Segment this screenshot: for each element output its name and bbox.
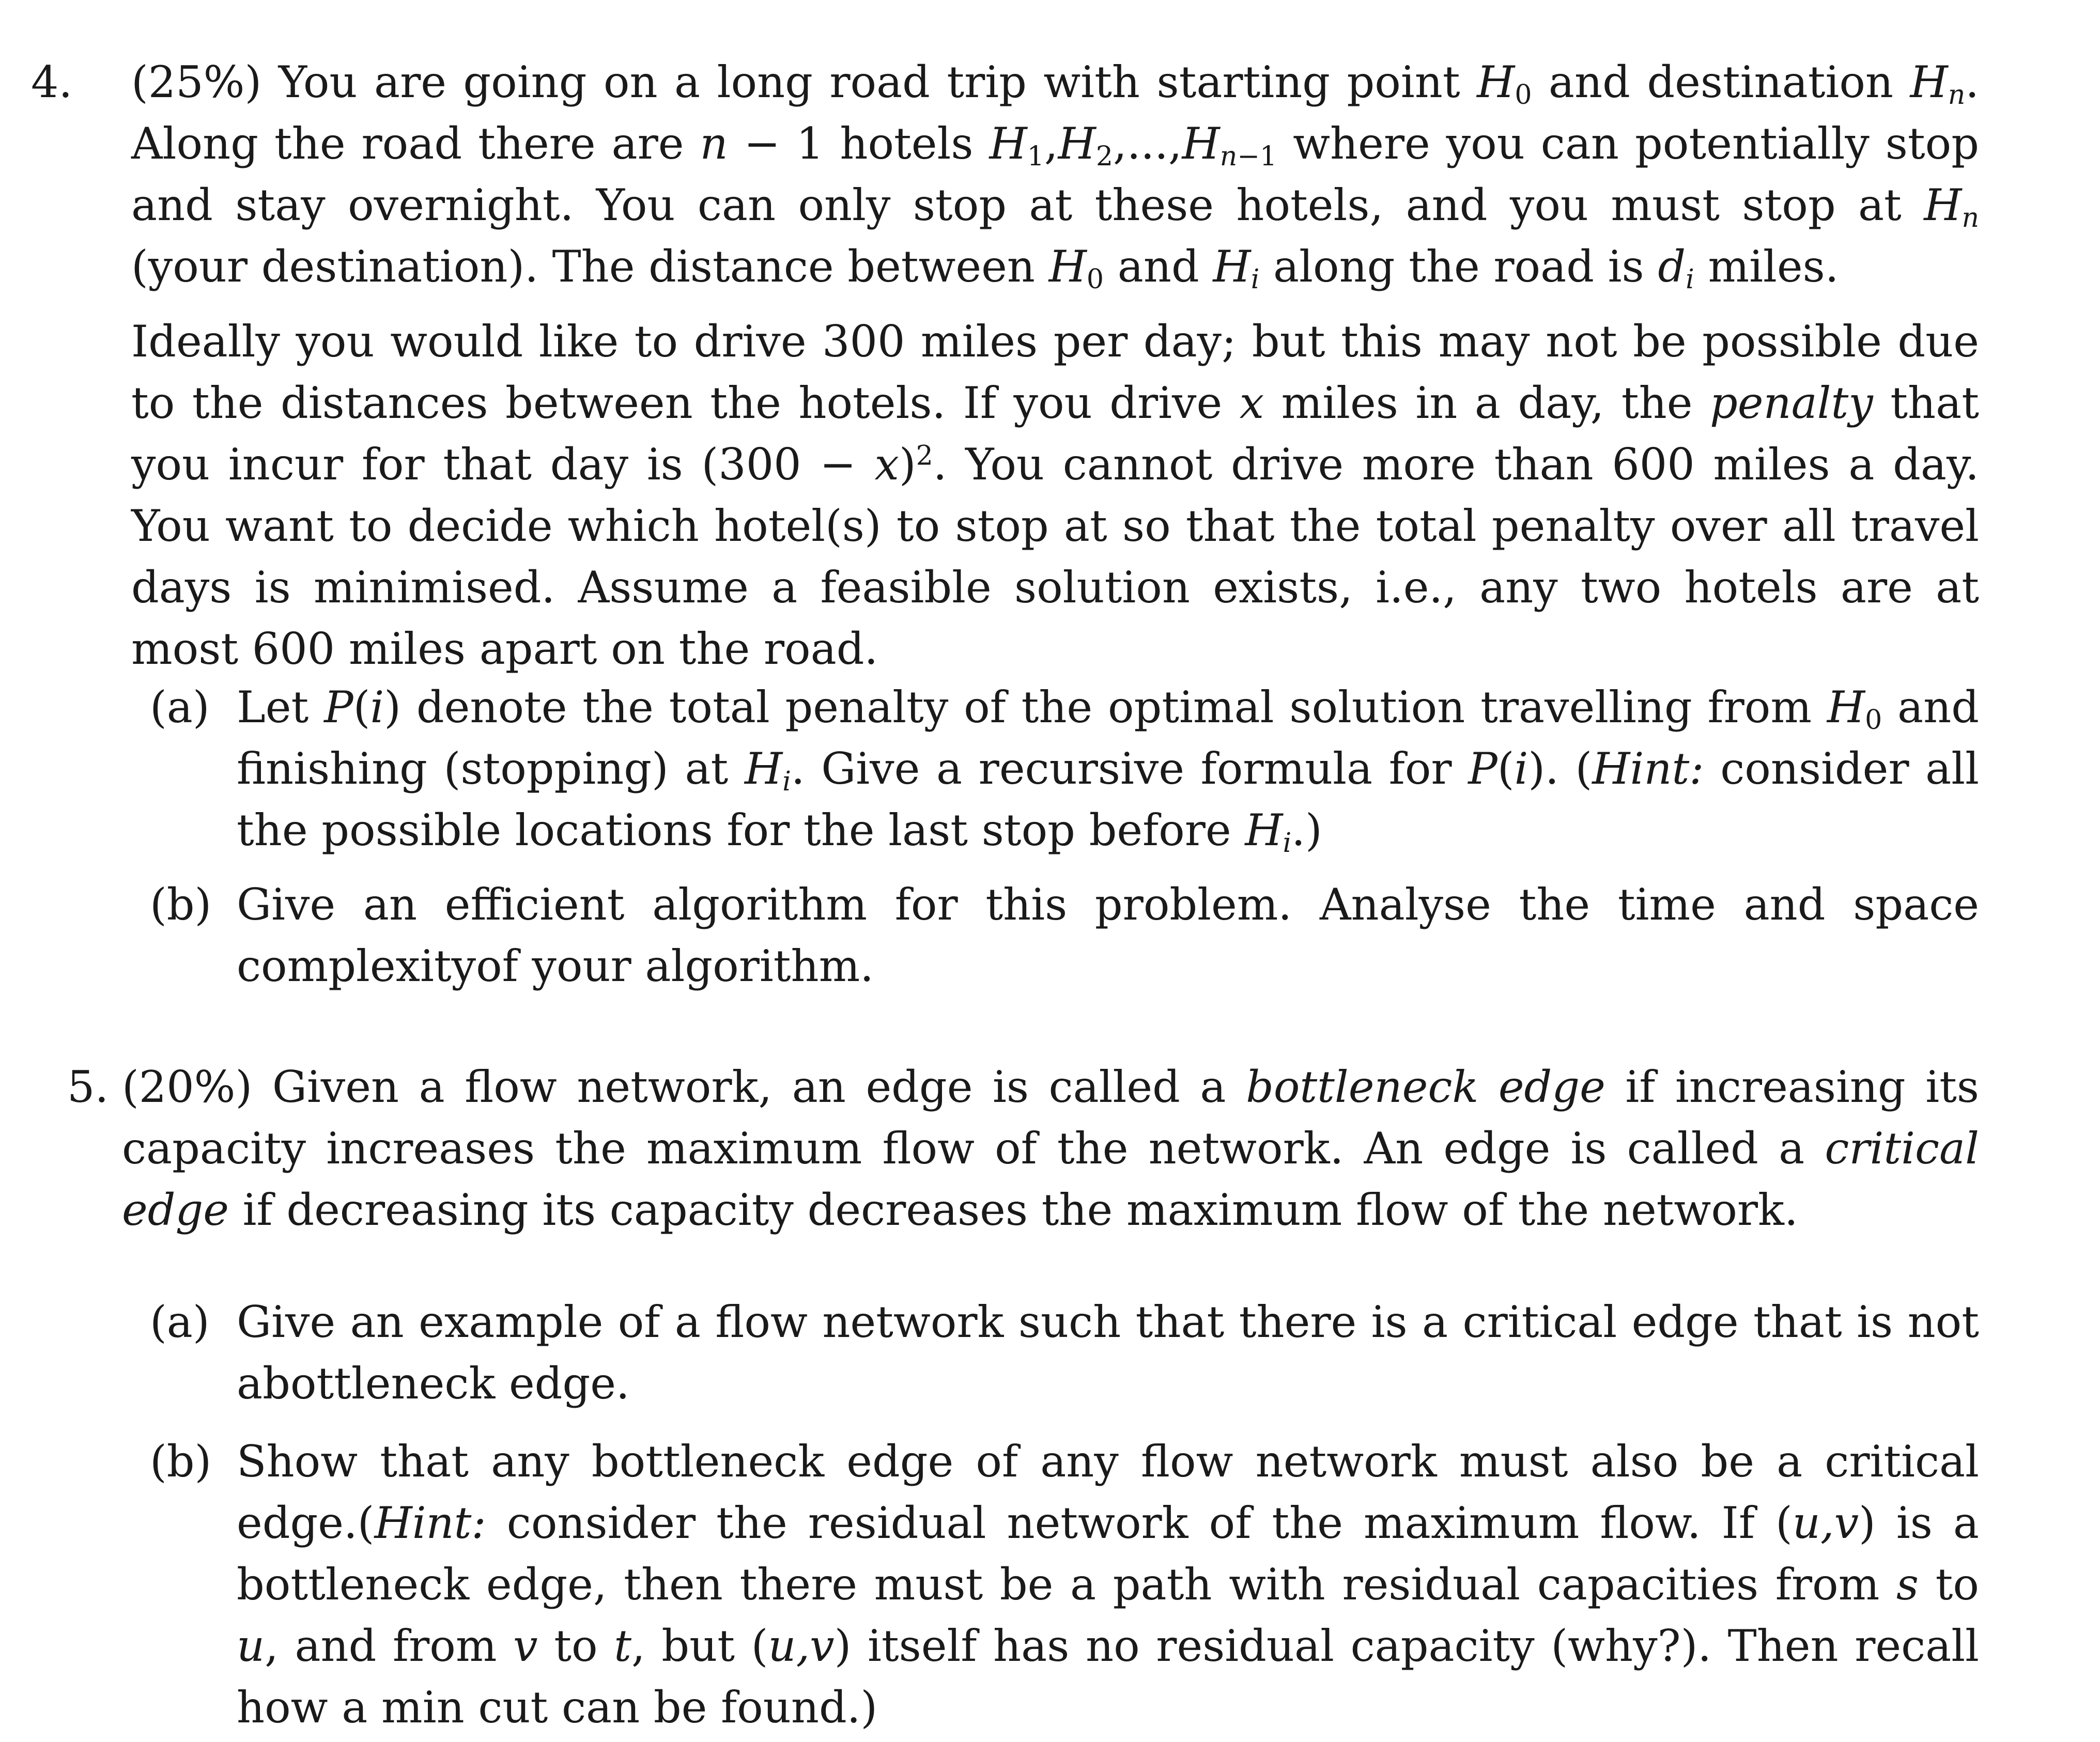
question-5-part-a: Give an example of a flow network such that there is a critical edge that is not abottleneck edge.: [237, 1297, 1979, 1409]
hint-label: Hint:: [374, 1498, 486, 1548]
hint-label: Hint:: [1592, 743, 1704, 794]
question-4-intro: (25%) You are going on a long road trip with starting point $H_0$ and destination $H_n$. Along the road there are n − 1 hotels $H_1,H_2,...,H_{n-1}$ where you can potentially stop and stay overnight. You can only stop at these hotels, and you must stop at $H_n$ (your destination). The distance between $H_0$ and $H_i$ along the road is $d_i$ miles.: [131, 57, 1980, 295]
critical-edge-term: critical edge: [122, 1123, 1979, 1235]
question-5-intro: (20%) Given a flow network, an edge is called a bottleneck edge if increasing its capacity increases the maximum flow of the network. An edge is called a critical edge if decreasing its capacity decreases the maximum flow of the network.: [122, 1062, 1979, 1235]
question-5-weight: (20%): [122, 1062, 253, 1112]
question-4-part-a-label: (a): [150, 682, 210, 733]
question-5-part-b-label: (b): [150, 1436, 212, 1487]
question-5-part-a-label: (a): [150, 1297, 210, 1347]
question-4-part-b: Give an efficient algorithm for this problem. Analyse the time and space complexityof your algorithm.: [237, 879, 1979, 991]
question-4-part-a: Let P(i) denote the total penalty of the optimal solution travelling from $H_0$ and finishing (stopping) at $H_i$. Give a recursive formula for P(i). (Hint: consider all the possible locations for the last stop before $H_i$.): [237, 682, 1980, 859]
bottleneck-edge-term: bottleneck edge: [1246, 1062, 1605, 1112]
question-4-part-b-label: (b): [150, 879, 212, 930]
question-4-number: 4.: [31, 57, 73, 107]
penalty-term: penalty: [1710, 378, 1873, 428]
question-4-weight: (25%): [131, 57, 262, 107]
question-5-part-b: Show that any bottleneck edge of any flow network must also be a critical edge.(Hint: consider the residual network of the maximum flow. If (u,v) is a bottleneck edge, then there must be a path with residual capacities from s to u, and from v to t, but (u,v) itself has no residual capacity (why?). Then recall how a min cut can be found.): [237, 1436, 1979, 1733]
question-5-number: 5.: [67, 1062, 109, 1112]
question-4-paragraph-2: Ideally you would like to drive 300 miles per day; but this may not be possible due to the distances between the hotels. If you drive x miles in a day, the penalty that you incur for that day is $(300 - x)^2$. You cannot drive more than 600 miles a day. You want to decide which hotel(s) to stop at so that the total penalty over all travel days is minimised. Assume a feasible solution exists, i.e., any two hotels are at most 600 miles apart on the road.: [131, 316, 1979, 674]
